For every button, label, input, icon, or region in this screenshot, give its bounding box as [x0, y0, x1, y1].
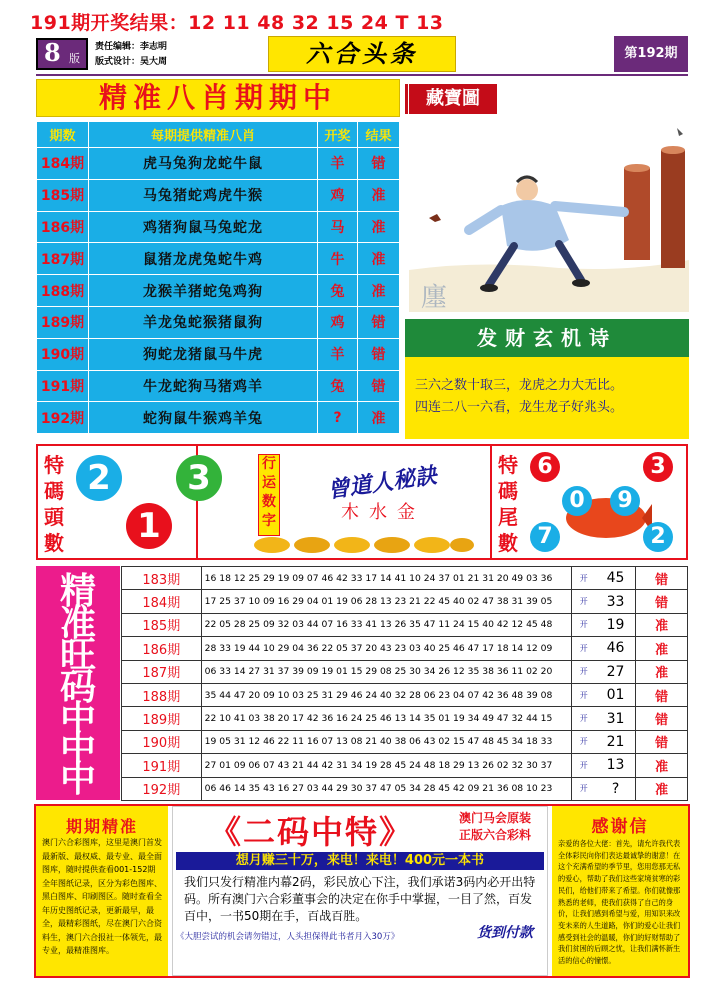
cell-period: 185期: [37, 179, 89, 211]
table-row: [122, 567, 688, 590]
cell-result: 错: [636, 683, 688, 706]
cell-draw: 羊: [318, 148, 358, 180]
cell-number-list: 22 10 41 03 38 20 17 42 36 16 24 25 46 13 14 35 01 19 34 49 47 32 44 15: [201, 707, 571, 730]
cell-period: 192期: [122, 777, 202, 800]
cell-result: 准: [358, 211, 400, 243]
table-row: [37, 370, 400, 402]
gallery-intro-title: 期期精准: [65, 817, 138, 836]
cell-number-list: 17 25 37 10 09 16 29 04 01 19 06 28 13 23 21 22 45 40 02 47 38 31 39 05: [201, 590, 571, 613]
table-row: [122, 590, 688, 613]
table-row: [37, 402, 400, 434]
cell-open-label: 开: [571, 590, 596, 613]
table-header-row: [37, 122, 400, 148]
table-row: [122, 730, 688, 753]
luck-number-label: 行 运 数 字: [258, 454, 280, 536]
ad-guarantee-note: 《大胆尝试的机会请勿错过，人头担保得此书者月入30万》: [176, 932, 400, 942]
thank-you-title: 感谢信: [591, 817, 649, 837]
cell-result: 准: [358, 179, 400, 211]
thank-you-letter-panel: [552, 806, 688, 976]
head-number-label: 特 碼 頭 數: [44, 453, 64, 555]
cell-drawn-number: 27: [596, 660, 636, 683]
cell-period: 186期: [37, 211, 89, 243]
cell-number-list: 28 33 19 44 10 29 04 36 22 05 37 20 43 23 03 40 25 46 47 17 18 14 12 09: [201, 637, 571, 660]
cell-number-list: 06 46 14 35 43 16 27 03 44 29 30 37 47 05 34 28 45 42 09 21 36 08 10 23: [201, 777, 571, 800]
martial-artist-illustration: [409, 120, 689, 312]
cell-period: 183期: [122, 567, 202, 590]
cell-number-list: 06 33 14 27 31 37 39 09 19 01 15 29 08 25 30 34 26 12 35 38 36 11 02 20: [201, 660, 571, 683]
cell-period: 187期: [122, 660, 202, 683]
cell-drawn-number: 19: [596, 613, 636, 636]
cell-period: 190期: [122, 730, 202, 753]
table-row: [37, 306, 400, 338]
tail-number-ball: 9: [610, 486, 640, 516]
gallery-intro-panel: [36, 806, 168, 976]
cell-result: 准: [358, 275, 400, 307]
table-row: [37, 338, 400, 370]
tail-number-ball: 6: [530, 452, 560, 482]
table-row: [37, 275, 400, 307]
cell-open-label: 开: [571, 613, 596, 636]
cell-draw: 鸡: [318, 306, 358, 338]
edition-unit: 版: [69, 52, 80, 65]
ad-slogan: 想月赚三十万，来电！来电！400元一本书: [176, 852, 544, 870]
cell-result: 准: [636, 777, 688, 800]
cell-drawn-number: 46: [596, 637, 636, 660]
secret-formula-title: 曾道人秘訣: [325, 462, 439, 504]
cell-number-list: 27 01 09 06 07 43 21 44 42 31 34 19 28 45 24 48 18 29 13 26 02 32 30 37: [201, 754, 571, 777]
cell-result: 错: [636, 590, 688, 613]
head-number-ball: 2: [76, 455, 122, 501]
cell-zodiacs: 虎马兔狗龙蛇牛鼠: [89, 148, 318, 180]
cell-result: 准: [636, 660, 688, 683]
cell-open-label: 开: [571, 777, 596, 800]
editor-credit: 责任编辑：李志明: [95, 42, 168, 52]
cell-result: 错: [636, 567, 688, 590]
edition-badge: [36, 38, 88, 70]
cell-zodiacs: 羊龙兔蛇猴猪鼠狗: [89, 306, 318, 338]
cell-number-list: 16 18 12 25 29 19 09 07 46 42 33 17 14 41 10 24 37 01 21 31 20 49 03 36: [201, 567, 571, 590]
cell-period: 184期: [37, 148, 89, 180]
cell-period: 189期: [37, 306, 89, 338]
cell-period: 191期: [37, 370, 89, 402]
cell-draw: 兔: [318, 275, 358, 307]
cell-period: 186期: [122, 637, 202, 660]
cell-result: 准: [636, 637, 688, 660]
cell-period: 192期: [37, 402, 89, 434]
five-elements: 木水金: [341, 502, 425, 523]
cell-period: 191期: [122, 754, 202, 777]
poem-line-1: 三六之数十取三，龙虎之力大无比。: [415, 378, 624, 393]
cell-period: 185期: [122, 613, 202, 636]
precise-numbers-table: [121, 566, 688, 801]
cell-result: 错: [358, 306, 400, 338]
cell-open-label: 开: [571, 637, 596, 660]
head-number-ball: 1: [126, 503, 172, 549]
cell-number-list: 35 44 47 20 09 10 03 25 31 29 46 24 40 32 28 06 23 04 07 42 36 48 39 08: [201, 683, 571, 706]
cell-open-label: 开: [571, 707, 596, 730]
table-row: [122, 707, 688, 730]
gold-ingots: [250, 532, 476, 554]
masthead: 六合头条: [268, 36, 456, 72]
cell-drawn-number: ?: [596, 777, 636, 800]
cell-zodiacs: 马兔猪蛇鸡虎牛猴: [89, 179, 318, 211]
head-number-ball: 3: [176, 455, 222, 501]
cell-drawn-number: 31: [596, 707, 636, 730]
cell-number-list: 22 05 28 25 09 32 03 44 07 16 33 41 13 26 35 47 11 24 15 40 42 12 45 48: [201, 613, 571, 636]
thank-you-body: 亲爱的各位大佬：首先，请允许我代表全体彩民向你们表达最诚挚的谢意！在这个充满希望的季节里，您用您那无私的爱心，帮助了我们这些家境贫寒的彩民们，给他们带来了希望。你们就像那熟悉的老师，使我们获得了自己的身价，让我们感到希望与爱，用知识来改变未来的人生道路，你们的爱心让我们感受到社会的温暖，你们的好财帮助了我们贫困的后顾之忧，让我们满怀新生活的信心的憧憬。: [558, 839, 681, 966]
cell-drawn-number: 21: [596, 730, 636, 753]
col-prediction: 每期提供精准八肖: [89, 122, 318, 148]
table-row: [37, 148, 400, 180]
cell-result: 准: [636, 754, 688, 777]
eight-zodiac-table: [36, 121, 400, 434]
tail-number-ball: 0: [562, 486, 592, 516]
col-result: 结果: [358, 122, 400, 148]
two-code-title: 《二码中特》: [208, 813, 413, 851]
credits: [95, 40, 167, 70]
illustration: [409, 120, 689, 312]
table-row: [37, 179, 400, 211]
cell-open-label: 开: [571, 730, 596, 753]
cell-result: 错: [636, 730, 688, 753]
col-draw: 开奖: [318, 122, 358, 148]
cell-draw: 兔: [318, 370, 358, 402]
cell-result: 准: [636, 613, 688, 636]
table-row: [122, 754, 688, 777]
cell-drawn-number: 01: [596, 683, 636, 706]
table-row: [37, 211, 400, 243]
treasure-map-label: 藏寶圖: [409, 84, 497, 114]
cell-drawn-number: 13: [596, 754, 636, 777]
cell-result: 准: [358, 243, 400, 275]
cell-open-label: 开: [571, 683, 596, 706]
table-row: [122, 637, 688, 660]
cell-draw: 马: [318, 211, 358, 243]
cell-result: 准: [358, 402, 400, 434]
gallery-intro-body: 澳门六合彩图库，这里是澳门首发最新版、最权威、最专业、最全面图库，随时提供查看001-152期全年图纸记录，区分为彩色图库、黑白图库、印刷图区。随时查看全年历史图纸记录，更新最早，最全，最精彩图纸，尽在澳门六合资料生，澳门六合报社一体领先，最专业，最精准图库。: [42, 838, 162, 955]
cell-period: 188期: [37, 275, 89, 307]
cell-open-label: 开: [571, 567, 596, 590]
cell-draw: 牛: [318, 243, 358, 275]
precise-numbers-side-title: 精 准 旺 码 中 中 中: [36, 566, 120, 800]
cell-period: 184期: [122, 590, 202, 613]
page-title: 精准八肖期期中: [36, 79, 400, 117]
table-row: [37, 243, 400, 275]
cell-period: 187期: [37, 243, 89, 275]
cell-zodiacs: 蛇狗鼠牛猴鸡羊兔: [89, 402, 318, 434]
cell-zodiacs: 狗蛇龙猪鼠马牛虎: [89, 338, 318, 370]
tail-number-label: 特 碼 尾 數: [498, 453, 518, 555]
cell-number-list: 19 05 31 12 46 22 11 16 07 13 08 21 40 38 06 43 02 15 47 48 45 34 18 33: [201, 730, 571, 753]
cell-period: 190期: [37, 338, 89, 370]
table-row: [122, 660, 688, 683]
cell-period: 188期: [122, 683, 202, 706]
cell-open-label: 开: [571, 660, 596, 683]
tail-number-ball: 7: [530, 522, 560, 552]
cell-result: 错: [358, 148, 400, 180]
cell-open-label: 开: [571, 754, 596, 777]
tail-number-ball: 3: [643, 452, 673, 482]
cell-zodiacs: 龙猴羊猪蛇兔鸡狗: [89, 275, 318, 307]
draw-result-headline: 191期开奖结果：12 11 48 32 15 24 T 13: [30, 12, 444, 34]
designer-credit: 版式设计：吴大周: [95, 57, 168, 67]
poem-line-2: 四连二八一六看，龙生龙子好兆头。: [415, 400, 624, 415]
cell-period: 189期: [122, 707, 202, 730]
table-row: [122, 683, 688, 706]
band-divider-right: [490, 444, 492, 560]
header-divider: [36, 74, 688, 76]
table-row: [122, 777, 688, 800]
poem-body: [405, 357, 689, 439]
cell-drawn-number: 45: [596, 567, 636, 590]
cell-zodiacs: 牛龙蛇狗马猪鸡羊: [89, 370, 318, 402]
table-row: [122, 613, 688, 636]
cell-zodiacs: 鼠猪龙虎兔蛇牛鸡: [89, 243, 318, 275]
cell-result: 错: [636, 707, 688, 730]
cell-result: 错: [358, 338, 400, 370]
tail-number-ball: 2: [643, 522, 673, 552]
poem-title: 发财玄机诗: [405, 319, 689, 357]
cell-draw: ?: [318, 402, 358, 434]
treasure-accent: [405, 84, 408, 114]
cash-on-delivery: 货到付款: [477, 925, 533, 941]
issue-number: 第192期: [614, 36, 688, 72]
ad-body: 我们只发行精准内幕2码，彩民放心下注，我们承诺3码内必开出特码。所有澳门六合彩董事会的决定在你手中掌握，一目了然，百发百中，一书50期在手，百战百胜。: [184, 875, 536, 923]
col-period: 期数: [37, 122, 89, 148]
cell-drawn-number: 33: [596, 590, 636, 613]
original-badge: 澳门马会原装 正版六合彩料: [458, 811, 531, 842]
edition-number: 8: [44, 38, 61, 67]
cell-draw: 鸡: [318, 179, 358, 211]
illustration-caption: 廛: [421, 283, 448, 312]
cell-zodiacs: 鸡猪狗鼠马兔蛇龙: [89, 211, 318, 243]
cell-draw: 羊: [318, 338, 358, 370]
cell-result: 错: [358, 370, 400, 402]
